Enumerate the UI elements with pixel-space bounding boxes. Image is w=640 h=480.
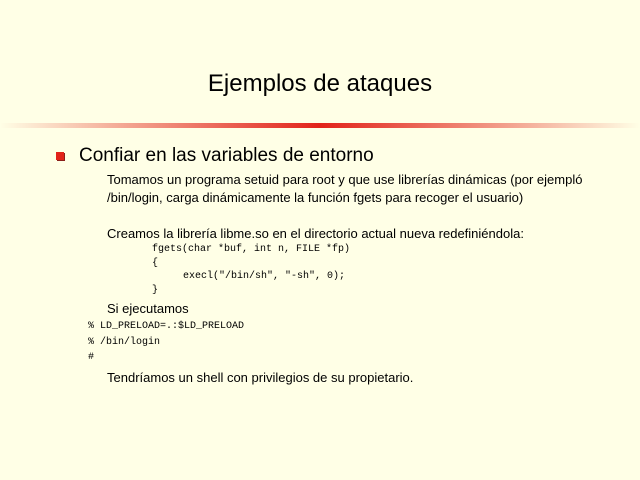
code-line-fgets: fgets(char *buf, int n, FILE *fp) [152, 244, 351, 255]
bullet-heading: Confiar en las variables de entorno [79, 145, 374, 166]
paragraph-result: Tendríamos un shell con privilegios de su propietario. [107, 370, 414, 385]
shell-line-login: % /bin/login [88, 337, 161, 348]
bullet-square-icon [56, 152, 64, 160]
code-line-execl: execl("/bin/sh", "-sh", 0); [183, 271, 346, 282]
paragraph-create-library: Creamos la librería libme.so en el directorio actual nueva redefiniéndola: [107, 226, 524, 241]
title-divider [0, 123, 640, 128]
code-line-close-brace: } [152, 285, 159, 296]
shell-line-root-prompt: # [88, 352, 95, 363]
slide-title: Ejemplos de ataques [207, 70, 433, 97]
code-line-open-brace: { [152, 258, 159, 269]
paragraph-execute: Si ejecutamos [107, 301, 189, 316]
paragraph-setuid-program: Tomamos un programa setuid para root y que use librerías dinámicas (por ejempló /bin/login, carga dinámicamente la función fgets para recoger el usuario) [107, 172, 583, 205]
shell-line-ld-preload: % LD_PRELOAD=.:$LD_PRELOAD [88, 321, 245, 332]
